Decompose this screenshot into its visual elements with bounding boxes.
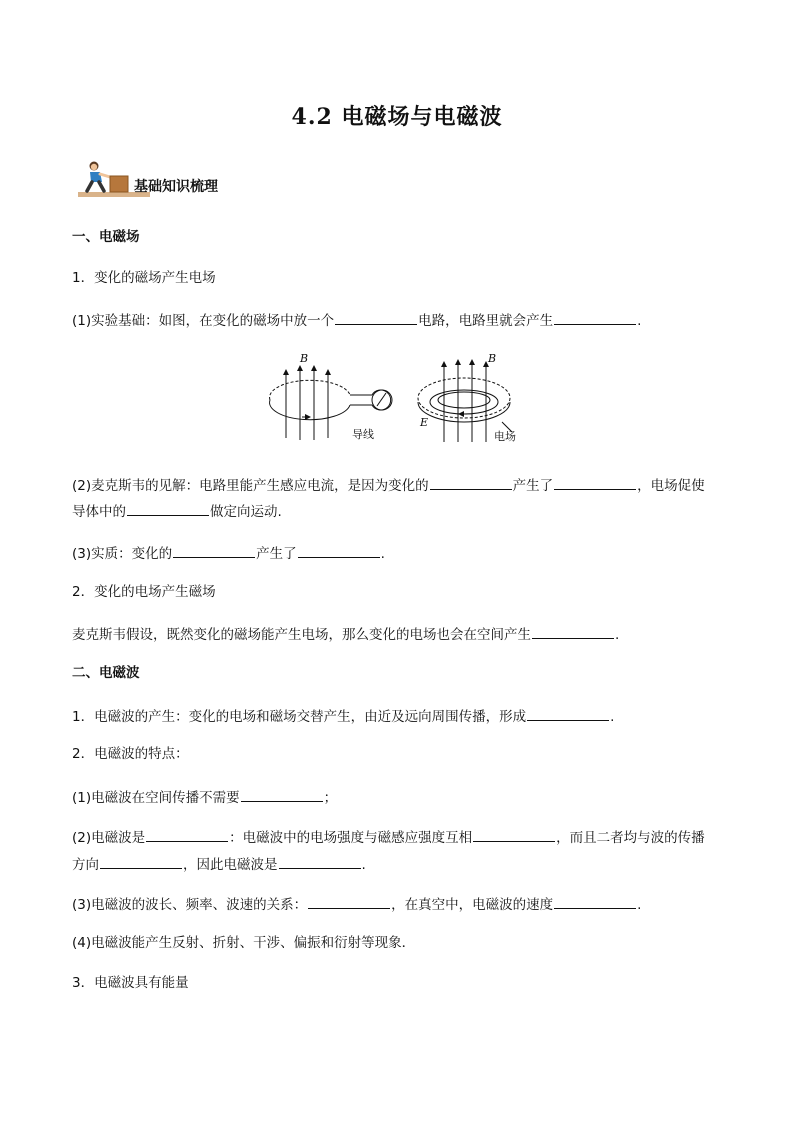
text-segment: .	[637, 897, 642, 913]
text-segment: .	[361, 857, 366, 873]
text-segment: ，在真空中，电磁波的速度	[391, 897, 554, 913]
text-segment: (1)电磁波在空间传播不需要	[72, 790, 240, 806]
text-segment: 1．电磁波的产生：变化的电场和磁场交替产生，由近及远向周围传播，形成	[72, 709, 527, 725]
answer-blank	[554, 477, 636, 490]
answer-blank	[241, 789, 323, 802]
section2-p3-title: 3．电磁波具有能量	[72, 975, 189, 991]
text-segment: (2)电磁波是	[72, 830, 146, 846]
section2-p2c	[72, 896, 641, 913]
section1-p1c	[72, 545, 385, 562]
answer-blank	[298, 545, 380, 558]
section1-p2a	[72, 626, 619, 643]
section2-p2a	[72, 789, 337, 806]
section2-p1	[72, 708, 614, 725]
answer-blank	[308, 896, 390, 909]
section1-heading: 一、电磁场	[72, 229, 140, 245]
text-segment: ；	[323, 790, 338, 806]
section2-p2b2	[72, 856, 366, 873]
text-segment: (2)麦克斯韦的见解：电路里能产生感应电流，是因为变化的	[72, 478, 429, 494]
label-wire: 导线	[352, 428, 374, 441]
text-segment: .	[637, 313, 642, 329]
text-segment: 做定向运动.	[210, 504, 282, 520]
text-segment: ，电场促使	[637, 478, 705, 494]
text-segment: 产生了	[512, 478, 554, 494]
label-b-left: B	[300, 352, 309, 365]
text-segment: .	[380, 546, 385, 562]
label-e: E	[420, 416, 429, 429]
figure-diagram	[262, 350, 532, 450]
text-segment: 方向	[72, 857, 99, 873]
text-segment: 导体中的	[72, 504, 126, 520]
answer-blank	[146, 829, 228, 842]
answer-blank	[532, 626, 614, 639]
text-segment: (3)实质：变化的	[72, 546, 173, 562]
page-title: 4.2 电磁场与电磁波	[291, 104, 503, 130]
text-segment: (1)实验基础：如图，在变化的磁场中放一个	[72, 313, 335, 329]
section2-p2-title: 2．电磁波的特点：	[72, 746, 189, 762]
person-pushing-box-icon	[80, 160, 134, 196]
answer-blank	[527, 708, 609, 721]
answer-blank	[100, 856, 182, 869]
section2-heading: 二、电磁波	[72, 665, 140, 681]
section1-p1b2	[72, 503, 282, 520]
text-segment: ，而且二者均与波的传播	[556, 830, 705, 846]
answer-blank	[173, 545, 255, 558]
label-field: 电场	[494, 430, 516, 443]
section1-p1a	[72, 312, 641, 329]
section2-p2b	[72, 829, 705, 846]
text-segment: ，因此电磁波是	[183, 857, 278, 873]
text-segment: 电路，电路里就会产生	[418, 313, 554, 329]
label-b-right: B	[488, 352, 497, 365]
banner-label: 基础知识梳理	[134, 179, 218, 195]
answer-blank	[127, 503, 209, 516]
figure-magnetic-induction	[262, 350, 532, 450]
text-segment: (3)电磁波的波长、频率、波速的关系：	[72, 897, 308, 913]
section1-p2-title: 2．变化的电场产生磁场	[72, 584, 216, 600]
section1-p1b	[72, 477, 705, 494]
section2-p2d: (4)电磁波能产生反射、折射、干涉、偏振和衍射等现象．	[72, 935, 416, 951]
answer-blank	[473, 829, 555, 842]
answer-blank	[430, 477, 512, 490]
answer-blank	[279, 856, 361, 869]
section1-p1-title: 1．变化的磁场产生电场	[72, 270, 216, 286]
text-segment: .	[610, 709, 615, 725]
text-segment: ：电磁波中的电场强度与磁感应强度互相	[229, 830, 473, 846]
text-segment: .	[615, 627, 620, 643]
answer-blank	[335, 312, 417, 325]
section-banner	[78, 160, 278, 200]
answer-blank	[554, 312, 636, 325]
answer-blank	[554, 896, 636, 909]
text-segment: 产生了	[256, 546, 297, 562]
text-segment: 麦克斯韦假设，既然变化的磁场能产生电场，那么变化的电场也会在空间产生	[72, 627, 531, 643]
